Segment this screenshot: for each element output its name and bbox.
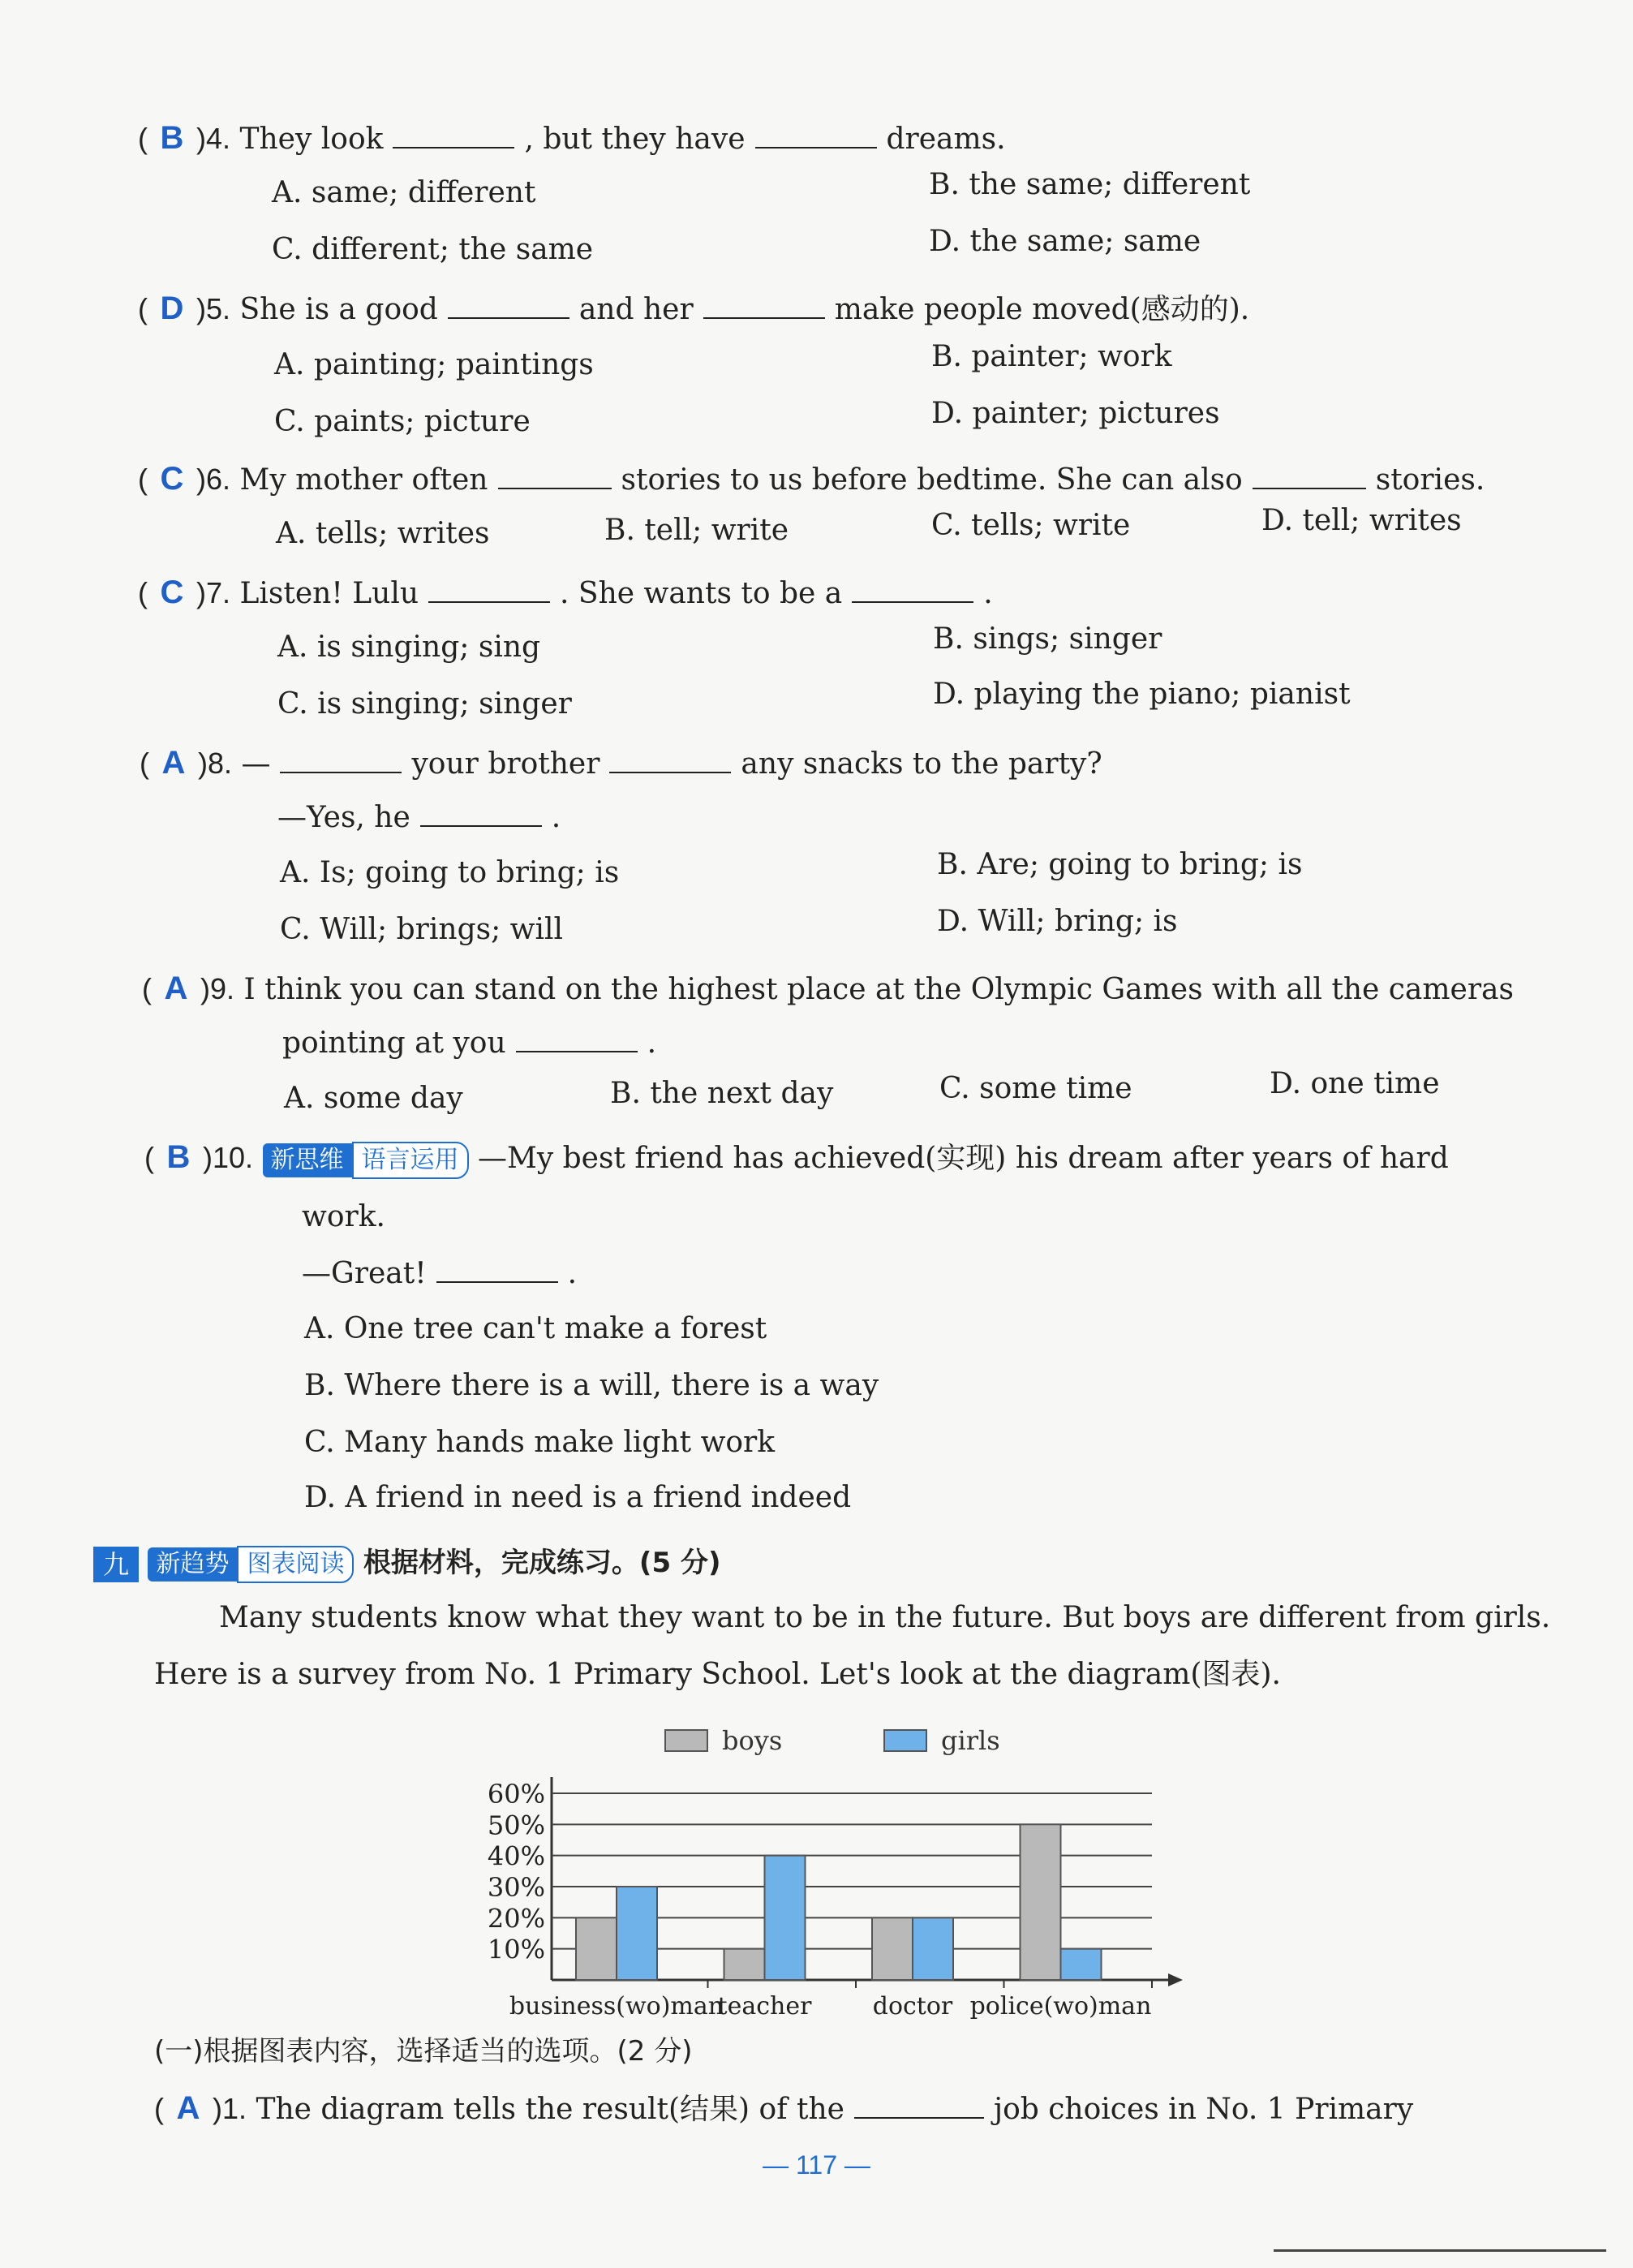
question-7: ( C )7. Listen! Lulu . She wants to be a .	[138, 575, 993, 610]
y-tick-label: 40%	[487, 1840, 545, 1872]
bar-girls-2	[913, 1917, 953, 1980]
y-tick-label: 20%	[487, 1903, 545, 1934]
question-10: ( B )10. 新思维 语言运用 —My best friend has achieved(实现) his dream after years of hard	[144, 1139, 1449, 1179]
tag-language-use: 语言运用	[352, 1142, 469, 1179]
question-9-line2: pointing at you .	[282, 1026, 657, 1060]
blank	[436, 1257, 558, 1283]
bar-girls-0	[617, 1887, 657, 1980]
blank	[755, 123, 877, 148]
option-5b: B. painter; work	[931, 340, 1172, 373]
blank	[852, 577, 973, 603]
y-tick-label: 60%	[487, 1779, 545, 1810]
option-7a: A. is singing; sing	[277, 630, 541, 664]
chart-legend	[665, 1725, 1000, 1756]
y-tick-label: 50%	[487, 1810, 545, 1841]
option-7b: B. sings; singer	[933, 622, 1162, 656]
option-9a: A. some day	[284, 1082, 463, 1115]
x-tick-label: teacher	[717, 1992, 812, 2021]
option-4d: D. the same; same	[929, 225, 1201, 258]
question-10-reply: —Great! .	[302, 1257, 578, 1290]
bar-boys-2	[872, 1917, 913, 1980]
legend-label-girls: girls	[941, 1725, 1000, 1756]
option-8d: D. Will; bring; is	[937, 905, 1178, 938]
option-8b: B. Are; going to bring; is	[937, 848, 1303, 881]
option-4c: C. different; the same	[272, 233, 594, 266]
question-4: ( B )4. They look , but they have dreams.	[138, 120, 1006, 156]
passage-line-2: Here is a survey from No. 1 Primary School. Let's look at the diagram(图表).	[154, 1658, 1281, 1691]
bar-boys-3	[1021, 1824, 1061, 1980]
x-tick-label: police(wo)man	[969, 1992, 1152, 2021]
section-title: 根据材料，完成练习。(5 分)	[363, 1547, 721, 1579]
blank	[448, 293, 569, 319]
tag-new-trend: 新趋势	[148, 1547, 237, 1582]
option-5d: D. painter; pictures	[931, 397, 1220, 430]
question-5: ( D )5. She is a good and her make people moved(感动的).	[138, 290, 1250, 326]
option-9d: D. one time	[1270, 1067, 1440, 1100]
answer-9: A	[164, 970, 188, 1006]
subsection-heading: (一)根据图表内容，选择适当的选项。(2 分)	[154, 2035, 693, 2068]
option-10d: D. A friend in need is a friend indeed	[304, 1481, 852, 1514]
question-9: ( A )9. I think you can stand on the highest place at the Olympic Games with all the cameras	[142, 970, 1514, 1006]
bar-boys-0	[576, 1917, 617, 1980]
x-axis-arrow	[1168, 1973, 1183, 1986]
option-5a: A. painting; paintings	[274, 348, 594, 381]
blank	[420, 801, 542, 827]
chart-bars	[576, 1824, 1102, 1980]
answer-6: C	[160, 461, 184, 497]
question-6: ( C )6. My mother often stories to us before bedtime. She can also stories.	[138, 461, 1485, 497]
passage-line-1: Many students know what they want to be in the future. But boys are different from girls.	[219, 1601, 1551, 1634]
sub-question-1: ( A )1. The diagram tells the result(结果) of the job choices in No. 1 Primary	[154, 2090, 1414, 2126]
option-6a: A. tells; writes	[276, 517, 490, 550]
answer-sub-1: A	[176, 2090, 200, 2126]
x-tick-label: business(wo)man	[509, 1992, 724, 2021]
option-8a: A. Is; going to bring; is	[280, 856, 620, 889]
legend-label-boys: boys	[722, 1725, 783, 1756]
bar-girls-3	[1061, 1949, 1102, 1980]
y-tick-label: 10%	[487, 1934, 545, 1965]
question-8: ( A )8. — your brother any snacks to the party?	[140, 745, 1102, 781]
option-10a: A. One tree can't make a forest	[304, 1312, 767, 1345]
option-8c: C. Will; brings; will	[280, 913, 564, 946]
blank	[854, 2093, 984, 2119]
legend-swatch-boys	[665, 1730, 707, 1751]
blank	[609, 747, 731, 773]
blank	[703, 293, 825, 319]
answer-4: B	[160, 120, 184, 156]
question-10-line2: work.	[302, 1200, 385, 1233]
bar-chart	[454, 1704, 1184, 2029]
section-9-header	[93, 1545, 721, 1583]
option-9c: C. some time	[939, 1072, 1132, 1105]
bar-girls-1	[765, 1856, 806, 1980]
answer-8: A	[161, 745, 186, 781]
option-10c: C. Many hands make light work	[304, 1426, 776, 1459]
page-number: — 117 —	[763, 2150, 870, 2180]
answer-10: B	[166, 1139, 191, 1175]
option-10b: B. Where there is a will, there is a way	[304, 1369, 879, 1402]
option-4b: B. the same; different	[929, 168, 1251, 201]
x-tick-label: doctor	[872, 1992, 953, 2021]
footer-rule	[1274, 2249, 1606, 2252]
option-5c: C. paints; picture	[274, 405, 531, 438]
tag-new-thinking: 新思维	[263, 1143, 352, 1177]
tag-chart-reading: 图表阅读	[237, 1546, 354, 1583]
option-6d: D. tell; writes	[1261, 504, 1462, 537]
option-6b: B. tell; write	[604, 514, 789, 547]
blank	[498, 463, 612, 489]
legend-swatch-girls	[884, 1730, 926, 1751]
blank	[280, 747, 402, 773]
bar-boys-1	[724, 1949, 765, 1980]
answer-5: D	[160, 290, 184, 326]
option-4a: A. same; different	[272, 176, 536, 209]
section-number: 九	[93, 1547, 139, 1582]
blank	[516, 1026, 638, 1052]
option-7c: C. is singing; singer	[277, 687, 572, 721]
blank	[393, 123, 514, 148]
option-6c: C. tells; write	[931, 509, 1131, 542]
y-tick-label: 30%	[487, 1872, 545, 1903]
blank	[428, 577, 550, 603]
answer-7: C	[160, 575, 184, 610]
question-8-reply: —Yes, he .	[277, 801, 561, 834]
option-9b: B. the next day	[610, 1077, 834, 1110]
blank	[1253, 463, 1366, 489]
option-7d: D. playing the piano; pianist	[933, 678, 1351, 711]
